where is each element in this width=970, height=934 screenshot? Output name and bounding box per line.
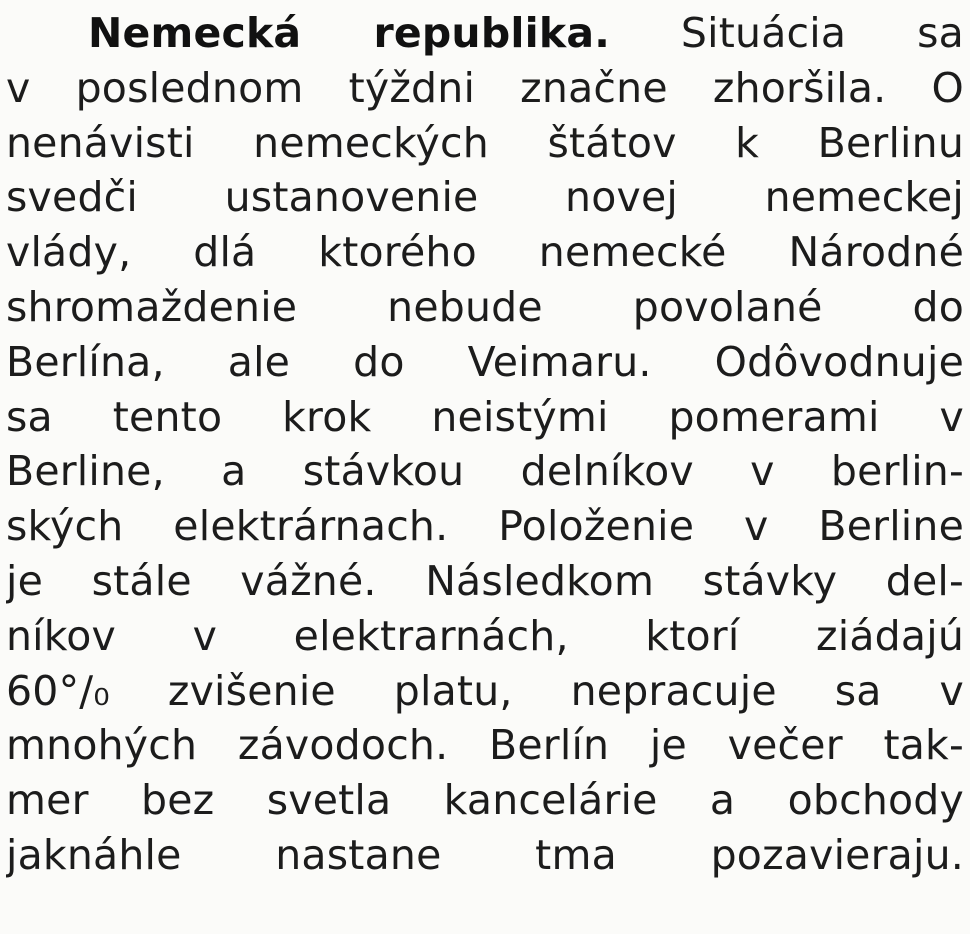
article-line: nenávisti nemeckých štátov k Berlinu xyxy=(6,118,964,167)
article-line: je stále vážné. Následkom stávky del- xyxy=(6,556,964,605)
article-line: níkov v elektrarnách, ktorí ziádajú xyxy=(6,611,964,660)
article-line: vlády, dlá ktorého nemecké Národné xyxy=(6,228,964,277)
article-line: v poslednom týždni značne zhoršila. O xyxy=(6,63,964,112)
article-line: 60°/₀ zvišenie platu, nepracuje sa v xyxy=(6,666,964,715)
article-heading: Nemecká republika. xyxy=(88,9,610,57)
article-line: mer bez svetla kancelárie a obchody xyxy=(6,776,964,825)
article-line: jaknáhle nastane tma pozavieraju. xyxy=(6,830,964,879)
article-line: sa tento krok neistými pomerami v xyxy=(6,392,964,441)
article-line: svedči ustanovenie novej nemeckej xyxy=(6,173,964,222)
article-line xyxy=(6,6,964,61)
article-line: ských elektrárnach. Položenie v Berline xyxy=(6,502,964,551)
article-line: Berlína, ale do Veimaru. Odôvodnuje xyxy=(6,337,964,386)
article-body xyxy=(6,6,964,883)
article-line: Berline, a stávkou delníkov v berlin- xyxy=(6,447,964,496)
article-line: mnohých závodoch. Berlín je večer tak- xyxy=(6,721,964,770)
article-line-text: Situácia sa xyxy=(680,9,964,57)
article-line: shromaždenie nebude povolané do xyxy=(6,282,964,331)
